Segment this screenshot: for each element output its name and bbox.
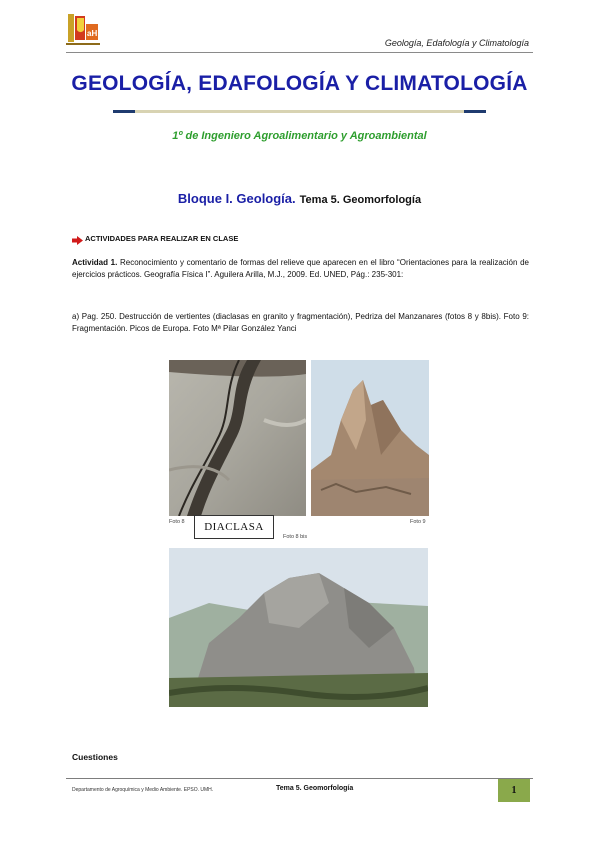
cuestiones-heading: Cuestiones [72, 752, 118, 762]
item-a-paragraph: a) Pag. 250. Destrucción de vertientes (diaclasas en granito y fragmentación), Pedriza del Manzanares (fotos 8 y 8bis). Foto 9: Fragmentación. Picos de Europa. Foto Mª Pilar González Yanci [72, 312, 529, 333]
diaclasa-label: DIACLASA [194, 515, 274, 539]
activities-heading: ACTIVIDADES PARA REALIZAR EN CLASE [85, 234, 239, 243]
tema-label: Tema 5. Geomorfología [299, 194, 422, 206]
section-heading [0, 190, 599, 208]
page-number: 1 [498, 779, 530, 802]
photo-8-granite-crack [169, 360, 306, 516]
activity-text: Reconocimiento y comentario de formas del relieve que aparecen en el libro “Orientaciones para la realización de ejercicios prácticos. Geografía Física I”. Aguilera Arilla, M.J., 2009. Ed. UNED, Pág.: 235-301: [72, 258, 529, 279]
arrow-right-icon [72, 232, 83, 241]
activity-label: Actividad 1. [72, 258, 118, 267]
document-title: GEOLOGÍA, EDAFOLOGÍA Y CLIMATOLOGÍA [71, 72, 528, 95]
course-subtitle: 1º de Ingeniero Agroalimentario y Agroambiental [172, 130, 427, 142]
title-underline [113, 110, 486, 113]
activity-paragraph [72, 257, 529, 281]
running-header-title: Geología, Edafología y Climatología [384, 38, 529, 48]
caption-foto-8bis: Foto 8 bis [283, 534, 308, 540]
caption-foto-8: Foto 8 [169, 519, 185, 525]
footer-divider [66, 778, 533, 779]
header-divider [66, 52, 533, 53]
photo-8bis-pedriza [169, 548, 428, 707]
university-logo [66, 14, 104, 48]
bloque-label: Bloque I. Geología. [177, 191, 296, 206]
photo-9-rock-peak [311, 360, 429, 516]
footer-department: Departamento de Agroquímica y Medio Ambiente. EPSO. UMH. [72, 787, 214, 793]
svg-text:aH: aH [87, 29, 98, 38]
footer-tema: Tema 5. Geomorfología [276, 785, 354, 792]
caption-foto-9: Foto 9 [410, 519, 426, 525]
